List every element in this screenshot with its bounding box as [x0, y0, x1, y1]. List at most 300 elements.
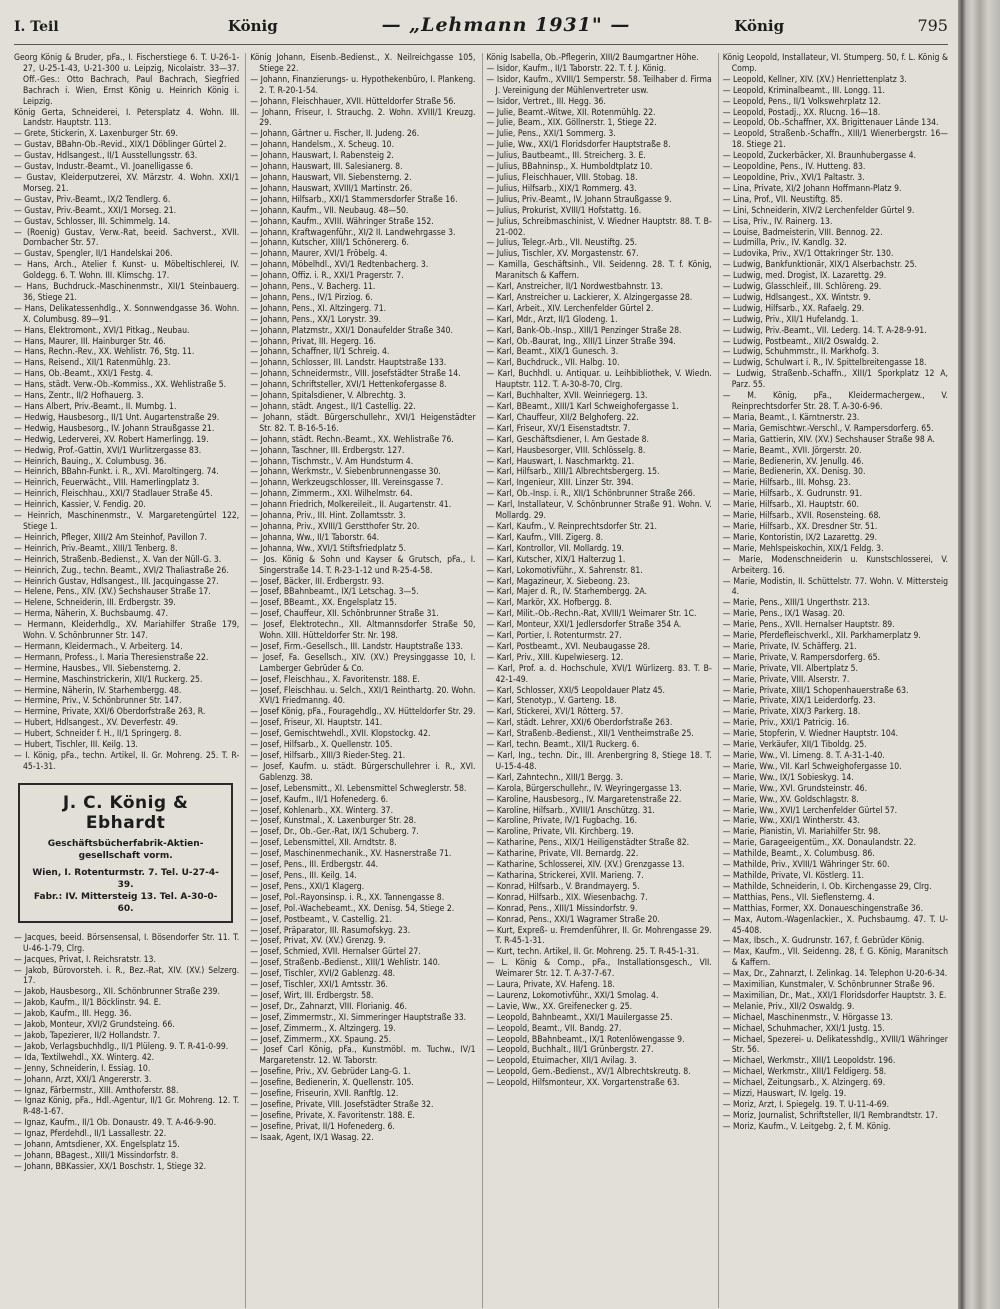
directory-entry: — Ludwig, Glasschleif., III. Schlöreng. 29.	[722, 282, 882, 293]
directory-entry: — Karl, Postbeamt., XVI. Neubaugasse 28.	[486, 641, 651, 652]
directory-entry: — Karl, Kutscher, XIX/1 Halterzug 1.	[486, 554, 626, 565]
directory-entry: — Josef, Firm.-Gesellsch., III. Landstr. Hauptstraße 133.	[250, 641, 463, 652]
directory-entry: — Hermine, Priv., V. Schönbrunner Str. 147.	[14, 696, 182, 707]
directory-entry: — Isidor, Kaufm., II/1 Taborstr. 22. T. f. J. König.	[486, 63, 667, 74]
directory-entry: — Josef, Chauffeur, XII. Schönbrunner Straße 31.	[250, 609, 439, 620]
directory-entry: — Karl, städt. Lehrer, XXI/6 Oberdorfstraße 263.	[486, 718, 673, 729]
directory-entry: — Karl, Ob.-Baurat, Ing., XIII/1 Linzer Straße 394.	[486, 336, 676, 347]
directory-entry: — Karl, Schlosser, XXI/5 Leopoldauer Platz 45.	[486, 685, 666, 696]
directory-entry: — Leopold, Beamt., VII. Bandg. 27.	[486, 1023, 622, 1034]
directory-entry: — Hermine, Hausbes., VII. Siebensterng. 2.	[14, 663, 181, 674]
directory-entry: — Marie, Modenschneiderin u. Kunstschlosserei, V. Arbeiterg. 16.	[722, 554, 948, 576]
directory-entry: — Ignaz, Färbermstr., XIII. Amthoferstr. 88.	[14, 1085, 179, 1096]
directory-entry: — Karl, Ing., techn. Dir., III. Arenbergring 8, Stiege 18. T. U-15-4-48.	[486, 751, 712, 772]
directory-entry: — Karl, Buchhdl. u. Antiquar. u. Leihbibliothek, V. Wiedn. Hauptstr. 112. T. A-30-8-70, Clrg.	[486, 369, 712, 391]
directory-entry: — Josefine, Private, X. Favoritenstr. 188. E.	[250, 1110, 415, 1121]
directory-entry: — Jacques, Privat, I. Reichsratstr. 13.	[14, 954, 156, 965]
directory-entry: — Marie, Ww., XVI. Grundsteinstr. 46.	[722, 783, 868, 794]
directory-entry: — Konrad, Hilfsarb., XIX. Wiesenbachg. 7.	[486, 892, 648, 903]
directory-entry: — Josef, Fleischhau., X. Favoritenstr. 188. E.	[250, 674, 420, 685]
directory-entry: — Hedwig, Hausbesorg., II/1 Unt. Augartenstraße 29.	[14, 412, 220, 423]
directory-entry: — (Roenig) Gustav, Verw.-Rat, beeid. Sachverst., XVII. Dornbacher Str. 57.	[14, 227, 240, 249]
directory-entry: — Leopoldine, Priv., XVI/1 Paltastr. 3.	[722, 172, 865, 183]
directory-entry: — Marie, Private, XIX/3 Parkerg. 18.	[722, 707, 861, 718]
directory-entry: — Johanna, Priv., III. Hint. Zollamtsstr. 3.	[250, 511, 406, 522]
directory-entry: — Hans, Reisend., XII/1 Ratenmühlg. 23.	[14, 358, 171, 369]
directory-entry: — Jakob, Kaufm., II/1 Böcklinstr. 94. E.	[14, 998, 162, 1009]
directory-entry: — Hans, Maurer, III. Hainburger Str. 46.	[14, 336, 166, 347]
directory-entry: — Mathilde, Beamt., X. Columbusg. 86.	[722, 849, 875, 860]
directory-entry: — Josef, Wirt, III. Erdbergstr. 58.	[250, 990, 374, 1001]
ad-company-name: J. C. König & Ebhardt	[62, 792, 189, 833]
directory-entry: — Johann, Spitalsdiener, V. Albrechtg. 3.	[250, 391, 406, 402]
directory-entry: — Katharine, Pens., XIX/1 Heiligenstädter Straße 82.	[486, 838, 690, 849]
directory-entry: — Marie, Private, VII. Albertplatz 5.	[722, 663, 858, 674]
directory-entry: — Karl, Milit.-Ob.-Rechn.-Rat, XVIII/1 Weimarer Str. 1C.	[486, 609, 697, 620]
directory-entry: — Jakob, Monteur, XVI/2 Grundsteing. 66.	[14, 1020, 175, 1031]
directory-entry: — Helene, Pens., XIV. (XV.) Sechshauser Straße 17.	[14, 587, 211, 598]
directory-entry: — Johann, Maurer, XVI/1 Fröbelg. 4.	[250, 249, 388, 260]
directory-entry: — Josef, Tischler, XVI/2 Gablenzg. 48.	[250, 969, 396, 980]
directory-entry: — Jakob, Tapezierer, II/2 Hollandstr. 7.	[14, 1030, 161, 1041]
directory-entry: — Johann, Platzmstr., XXI/1 Donaufelder Straße 340.	[250, 325, 453, 336]
directory-entry: — Julius, Fleischhauer, VIII. Stobag. 18.	[486, 172, 638, 183]
directory-entry: — Louise, Badmeisterin, VIII. Bennog. 22.	[722, 227, 883, 238]
directory-entry: — Johann, Werkmstr., V. Siebenbrunnengasse 30.	[250, 467, 441, 478]
directory-entry: — Karoline, Private, IV/1 Fugbachg. 16.	[486, 816, 638, 827]
directory-entry: — Isidor, Kaufm., XVIII/1 Semperstr. 58. Teilhaber d. Firma J. Vereinigung der Mühlenvertreter usw.	[486, 74, 712, 96]
directory-entry: — Ludwig, Bankfunktionär, XIX/1 Alserbachstr. 25.	[722, 260, 917, 271]
directory-entry: — Marie, Hilfsarb., XVII. Rosensteing. 68.	[722, 511, 881, 522]
directory-entry: — Gustav, Spengler, II/1 Handelskai 206.	[14, 249, 173, 260]
directory-entry: — Josef, Hilfsarb., X. Quellenstr. 105.	[250, 740, 393, 751]
directory-entry: — Leopold, Straßenb.-Schaffn., XIII/1 Wienerbergstr. 16—18. Stiege 21.	[722, 129, 948, 151]
directory-entry: — Josef, Pens., XXI/1 Klagerg.	[250, 881, 365, 892]
directory-entry: — Leopold, Ob.-Schaffner, XX. Brigittenauer Lände 134.	[722, 118, 939, 129]
directory-entry: König Gerta, Schneiderei, I. Petersplatz 4. Wohn. III. Landstr. Hauptstr. 113.	[14, 107, 240, 129]
directory-entry: — Marie, Hilfsarb., XX. Dresdner Str. 51.	[722, 521, 878, 532]
directory-entry: — Karl, Stickerei, XVI/1 Rötterg. 57.	[486, 707, 624, 718]
directory-entry: — Marie, Private, VIII. Alserstr. 7.	[722, 674, 850, 685]
directory-entry: — Laurenz, Lokomotivführ., XXI/1 Smolag. 4.	[486, 990, 659, 1001]
directory-entry: — Josef, Fleischhau. u. Selch., XXI/1 Reinthartg. 20. Wohn. XVI/1 Friedmanng. 40.	[250, 685, 476, 707]
directory-entry: — Ida, Textilwehdl., XX. Winterg. 42.	[14, 1052, 155, 1063]
directory-entry: — Marie, Ww., XV. Goldschlagstr. 8.	[722, 794, 859, 805]
directory-entry: — Josefine, Privat, II/1 Hofenederg. 6.	[250, 1121, 395, 1132]
directory-entry: — Katharine, Schlosserei, XIV. (XV.) Grenzgasse 13.	[486, 860, 685, 871]
directory-entry: — Heinrich, Feuerwächt., VIII. Hamerlingplatz 3.	[14, 478, 200, 489]
directory-entry: — Josefine, Bedienerin, X. Quellenstr. 105.	[250, 1078, 414, 1089]
directory-entry: — Josef, Bäcker, III. Erdbergstr. 93.	[250, 576, 384, 587]
directory-entry: — Maria, Beamt., I. Kärntnerstr. 23.	[722, 412, 860, 423]
page-number: 795	[917, 16, 948, 35]
directory-entry: — Karl, Ingenieur, XIII. Linzer Str. 394.	[486, 478, 634, 489]
directory-entry: — Josef, Kohlenarb., XX. Winterg. 37.	[250, 805, 394, 816]
directory-entry: — Johann, städt. Bürgerschullehr., XVI/1 Heigenstädter Str. 82. T. B-16-5-16.	[250, 412, 476, 434]
directory-entry: — Johann, städt. Angest., II/1 Castellig. 22.	[250, 402, 416, 412]
directory-entry: — Moriz, Kaufm., V. Leitgebg. 2, f. M. König.	[722, 1121, 891, 1132]
directory-entry: — Hans, Buchdruck.-Maschinenmstr., XII/1 Steinbauerg. 36, Stiege 21.	[14, 282, 240, 303]
directory-entry: — Ludwig, Postbeamt., XII/2 Oswaldg. 2.	[722, 336, 879, 347]
directory-entry: — Johann, Schlosser, III. Landstr. Hauptstraße 133.	[250, 358, 447, 369]
directory-entry: — Michael, Schuhmacher, XXI/1 Justg. 15.	[722, 1023, 885, 1034]
directory-entry: — Helene, Schneiderin, III. Erdbergstr. 39.	[14, 598, 176, 609]
directory-entry: — Karoline, Hausbesorg., IV. Margaretenstraße 22.	[486, 794, 682, 805]
directory-entry: — Johanna, Ww., XVI/1 Stiftsfriedplatz 5.	[250, 543, 407, 554]
directory-entry: — Karl, Hauswart, I. Naschmarktg. 21.	[486, 456, 635, 467]
directory-entry: — Hans, Rechn.-Rev., XX. Wehlistr. 76, Stg. 11.	[14, 347, 195, 358]
directory-entry: — Marie, Hilfsarb., X. Gudrunstr. 91.	[722, 489, 863, 500]
directory-entry: — Max, Kaufm., VII. Seidenng. 28, f. G. König, Maranitsch & Kaffern.	[722, 947, 948, 969]
directory-entry: — Hans, Delikatessenhdlg., X. Sonnwendgasse 36. Wohn. X. Columbusg. 89—91.	[14, 303, 240, 325]
directory-entry: — Lavie, Ww., XX. Greifenecker g. 25.	[486, 1001, 633, 1012]
directory-entry: — Johann, Pens., XX/1 Lorystr. 39.	[250, 314, 382, 325]
directory-entry: — Johann, BBKassier, XX/1 Boschstr. 1, Stiege 32.	[14, 1161, 207, 1172]
directory-entry: — Marie, Ww., VII. Karl Schweighofergasse 10.	[722, 761, 902, 772]
directory-entry: — Leopold, Hilfsmonteur, XX. Vorgartenstraße 63.	[486, 1078, 680, 1089]
directory-entry: — Johann, BBagest., XIII/1 Missindorfstr. 8.	[14, 1150, 179, 1161]
directory-entry: — Johann, Offiz. i. R., XXI/1 Pragerstr. 7.	[250, 271, 404, 282]
directory-entry: — Johann, Hauswart, I. Rabensteig 2.	[250, 151, 394, 162]
directory-entry: — Michael, Maschinenmstr., V. Hörgasse 13.	[722, 1012, 893, 1023]
directory-entry: — Jakob, Hausbesorg., XII. Schönbrunner Straße 239.	[14, 987, 220, 998]
directory-entry: — Julie, Ww., XXI/1 Floridsdorfer Hauptstraße 8.	[486, 140, 671, 151]
directory-entry: — Jakob, Verlagsbuchhdlg., II/1 Plüleng. 9. T. R-41-0-99.	[14, 1041, 229, 1052]
directory-entry: — Marie, Modistin, II. Schüttelstr. 77. Wohn. V. Mittersteig 4.	[722, 576, 948, 598]
directory-entry: — Marie, Ww., XVI/1 Lerchenfelder Gürtel 57.	[722, 805, 898, 816]
directory-entry: — Mathilde, Priv., XVIII/1 Währinger Str. 60.	[722, 860, 890, 871]
directory-entry: — Josef, Kaufm. u. städt. Bürgerschullehrer i. R., XVI. Gablenzg. 38.	[250, 761, 476, 783]
directory-entry: — Konrad, Pens., XIII/1 Missindorfstr. 9.	[486, 903, 638, 914]
directory-entry: — Josef, BBahnbeamt., IX/1 Letschag. 3—5.	[250, 587, 419, 598]
directory-entry: — Johann, Arzt, XXI/1 Angererstr. 3.	[14, 1074, 152, 1085]
directory-entry: — Hedwig, Prof.-Gattin, XVI/1 Wurlitzergasse 83.	[14, 445, 202, 456]
directory-entry: — Karl, Stenotyp., V. Garteng. 18.	[486, 696, 617, 707]
directory-entry: — Johann, Tischmstr., V. Am Hundsturm 4.	[250, 456, 414, 467]
directory-entry: — Katharina, Strickerei, XVII. Marieng. 7.	[486, 870, 644, 881]
directory-entry: — Karl, Kaufm., VIII. Zigerg. 8.	[486, 532, 604, 543]
book-page-edge	[958, 0, 1000, 1309]
directory-entry: — Hans Albert, Priv.-Beamt., II. Mumbg. 1.	[14, 402, 177, 412]
directory-entry: — Karl, BBeamt., XIII/1 Karl Schweighofergasse 1.	[486, 402, 679, 412]
directory-entry: — Heinrich, Pfleger, XIII/2 Am Steinhof, Pavillon 7.	[14, 532, 208, 543]
directory-entry: — Marie, Kontoristin, IX/2 Lazarettg. 29.	[722, 532, 878, 543]
directory-entry: — Karl, Hilfsarb., XIII/1 Albrechtsbergerg. 15.	[486, 467, 660, 478]
directory-entry: — Hermann, Kleidermach., V. Arbeiterg. 14.	[14, 641, 183, 652]
directory-entry: — Moriz, Arzt, I. Spiegelg. 19. T. U-11-4-69.	[722, 1100, 890, 1110]
directory-entry: König Johann, Eisenb.-Bedienst., X. Neilreichgasse 105, Stiege 22.	[250, 53, 476, 74]
directory-entry: — Herma, Näherin, X. Buchsbaumg. 47.	[14, 609, 169, 620]
directory-entry: — Laura, Private, XV. Hafeng. 18.	[486, 980, 615, 991]
directory-entry: — Leopoldine, Pens., IV. Hutteng. 83.	[722, 162, 866, 173]
directory-entry: — Marie, Ww., VI. Limeng. 8. T. A-31-1-40.	[722, 751, 885, 761]
directory-entry: — Maximilian, Dr., Mat., XXI/1 Floridsdorfer Hauptstr. 3. E.	[722, 990, 947, 1001]
directory-entry: — Johann, Finanzierungs- u. Hypothekenbüro, I. Plankeng. 2. T. R-20-1-54.	[250, 74, 476, 96]
directory-entry: — Jos. König & Sohn und Kayser & Grutsch, pFa., I. Singerstraße 14. T. R-23-1-12 und R-25-4-58.	[250, 554, 476, 576]
directory-entry: — Johann, Taschner, III. Erdbergstr. 127.	[250, 445, 405, 456]
directory-entry: — Hedwig, Lederverei, XV. Robert Hamerlingg. 19.	[14, 434, 209, 445]
directory-entry: — Leopold, Etuimacher, XII/1 Avilag. 3.	[486, 1056, 637, 1067]
directory-entry: — Josefine, Friseurin, XVII. Ranftlg. 12.	[250, 1089, 399, 1100]
directory-entry: — Leopold, Bahnbeamt., XXI/1 Mauilergasse 25.	[486, 1012, 673, 1023]
directory-entry: — Johann, Zimmerm., XXI. Wilhelmstr. 64.	[250, 489, 413, 500]
directory-entry: — Leopold, Pens., II/1 Volkswehrplatz 12.	[722, 96, 881, 107]
directory-entry: — Heinrich Gustav, Hdlsangest., III. Jacquingasse 27.	[14, 576, 219, 587]
directory-entry: — Karl, Kaufm., V. Reinprechtsdorfer Str. 21.	[486, 521, 657, 532]
directory-entry: — Jakob, Kaufm., III. Hegg. 36.	[14, 1009, 132, 1020]
directory-entry: — Kamilla, Geschäftsinh., VII. Seidenng. 28. T. f. König, Maranitsch & Kaffern.	[486, 260, 712, 282]
directory-entry: — Marie, Bedienerin, XV. Jenullg. 46.	[722, 456, 864, 467]
directory-entry: — Josefine, Private, VIII. Josefstädter Straße 32.	[250, 1100, 434, 1110]
directory-entry: König Isabella, Ob.-Pflegerin, XIII/2 Baumgartner Höhe.	[486, 53, 699, 63]
publication-title: — „Lehmann 1931" —	[381, 14, 631, 36]
directory-entry: — Karl, Magazineur, X. Siebeong. 23.	[486, 576, 630, 587]
advertisement-box	[18, 783, 233, 923]
directory-entry: — Hans, Ob.-Beamt., XXI/1 Festg. 4.	[14, 369, 154, 380]
directory-entry: — Johann, Kutscher, XIII/1 Schönererg. 6.	[250, 238, 409, 249]
directory-entry: — Hans, städt. Verw.-Ob.-Kommiss., XX. Wehlistraße 5.	[14, 380, 227, 391]
directory-entry: — Josef, Kunstmal., X. Laxenburger Str. 28.	[250, 816, 417, 827]
left-guide-word: König	[227, 17, 278, 35]
directory-entry: — Marie, Pens., XVII. Hernalser Hauptstr. 89.	[722, 620, 895, 631]
directory-entry: — Lisa, Priv., IV. Rainerg. 13.	[722, 216, 833, 227]
directory-entry: — Karl, Buchdruck., VII. Halbg. 10.	[486, 358, 620, 369]
directory-entry: — Julius, Priv.-Beamt., IV. Johann Straußgasse 9.	[486, 194, 672, 205]
directory-entry: Georg König & Bruder, pFa., I. Fischerstiege 6. T. U-26-1-27, U-25-1-43, U-21-300 u. Leipzig, Nicolaistr. 33—37. Off.-Ges.: Otto Bachrach, Paul Bachrach, Siegfried Bachrach i. Wien, Ernst König u. Heinrich König i. Leipzig.	[14, 53, 240, 107]
directory-entry: — Matthias, Former, XX. Donaueschingenstraße 36.	[722, 903, 924, 914]
directory-entry: — Lina, Prof., VII. Neustiftg. 85.	[722, 194, 843, 205]
directory-entry: — Karl, techn. Beamt., XII/1 Ruckerg. 6.	[486, 740, 640, 751]
directory-entry: — Katharine, Private, VII. Bernardg. 22.	[486, 849, 639, 860]
directory-entry: — Johann, Pens., V. Bacherg. 11.	[250, 282, 376, 293]
directory-entry: — Karl, Anstreicher u. Lackierer, X. Alzingergasse 28.	[486, 292, 693, 303]
directory-entry: — Karl, Beamt., XIX/1 Gunesch. 3.	[486, 347, 619, 358]
directory-entry: — Mizzi, Hauswart, IV. Igelg. 19.	[722, 1089, 847, 1100]
directory-entry: — Julius, Telegr.-Arb., VII. Neustiftg. 25.	[486, 238, 638, 249]
directory-entry: — Johann, Pens., XI. Altzingerg. 71.	[250, 303, 387, 314]
directory-entry: — Gustav, Industr.-Beamt., VI. Joanelligasse 6.	[14, 162, 194, 173]
directory-entry: — Karl, Zahntechn., XIII/1 Bergg. 3.	[486, 772, 623, 783]
directory-entry: — Johann, Pens., IV/1 Pirziog. 6.	[250, 292, 373, 303]
directory-entry: — Ludovika, Priv., XV/1 Ottakringer Str. 130.	[722, 249, 894, 260]
directory-entry: — Karl, Bank-Ob.-Insp., XIII/1 Penzinger Straße 28.	[486, 325, 682, 336]
directory-entry: — Karl, Ob.-Insp. i. R., XII/1 Schönbrunner Straße 266.	[486, 489, 696, 500]
directory-entry: — Josef, Dr., Ob.-Ger.-Rat, IX/1 Schuberg. 7.	[250, 827, 419, 838]
directory-entry: — Mathilde, Private, VI. Köstlerg. 11.	[722, 870, 864, 881]
directory-entry: — Josef, Lebensmittel, XII. Arndtstr. 8.	[250, 838, 397, 849]
directory-entry: — Johann, Handelsm., X. Scheug. 10.	[250, 140, 395, 151]
directory-entry: — Hans, Elektromont., XVI/1 Pitkag., Neubau.	[14, 325, 190, 336]
directory-entry: — Josef, Straßenb.-Bedienst., XIII/1 Wehlistr. 140.	[250, 958, 441, 969]
directory-entry: — Hans, Arch., Atelier f. Kunst- u. Möbeltischlerei, IV. Goldegg. 6. T. Wohn. III. Klimschg. 17.	[14, 260, 240, 282]
directory-entry: — Josef, Tischler, XXI/1 Amtsstr. 36.	[250, 980, 389, 991]
directory-entry: — Gustav, Hdlsangest., II/1 Ausstellungsstr. 63.	[14, 151, 198, 162]
directory-entry: — Moriz, Journalist, Schriftsteller, II/1 Rembrandtstr. 17.	[722, 1110, 938, 1121]
directory-entry: — Johann, Hauswart, VII. Siebensterng. 2.	[250, 172, 412, 183]
directory-entry: — Karl, Straßenb.-Bedienst., XII/1 Ventheimstraße 25.	[486, 729, 694, 740]
ad-address-1: Wien, I. Rotenturmstr. 7. Tel. U-27-4-39.	[32, 867, 219, 890]
section-label: I. Teil	[14, 19, 59, 35]
directory-entry: — Hans, Zentr., II/2 Hofhauerg. 3.	[14, 391, 144, 402]
directory-entry: — Hermann, Profess., I. Maria Theresienstraße 22.	[14, 652, 209, 663]
directory-entry: — Lina, Private, XI/2 Johann Hoffmann-Platz 9.	[722, 183, 902, 194]
column-3	[482, 53, 712, 1308]
directory-entry: — Michael, Werkmstr., XIII/1 Leopoldstr. 196.	[722, 1056, 896, 1067]
directory-entry: — M. König, pFa., Kleidermachergew., V. Reinprechtsdorfer Str. 28. T. A-30-6-96.	[722, 391, 948, 412]
directory-entry: — Johann, Kaufm., VII. Neubaug. 48—50.	[250, 205, 409, 216]
directory-entry: — Gustav, Schlosser, III. Schimmelg. 14.	[14, 216, 171, 227]
directory-entry: — Johann, Amtsdiener, XX. Engelsplatz 15.	[14, 1140, 180, 1151]
directory-entry: — Josef Carl König, pFa., Kunstmöbl. m. Tuchw., IV/1 Margaretenstr. 12. W. Taborstr.	[250, 1045, 476, 1067]
directory-entry: — Hedwig, Hausbesorg., IV. Johann Straußgasse 21.	[14, 423, 215, 434]
directory-entry: — Hermine, Näherin, IV. Starhembergg. 48.	[14, 685, 182, 696]
directory-entry: — Max, Dr., Zahnarzt, I. Zelinkag. 14. Telephon U-20-6-34.	[722, 969, 948, 980]
directory-entry: — Heinrich, BBahn-Funkt. i. R., XVI. Maroltingerg. 74.	[14, 467, 219, 478]
directory-entry: — Konrad, Pens., XXI/1 Wagramer Straße 20.	[486, 914, 660, 925]
directory-entry: — Julie, Pens., XXI/1 Sommerg. 3.	[486, 129, 616, 140]
directory-entry: — Josef König, pFa., Fouragehdlg., XV. Hütteldorfer Str. 29.	[250, 707, 476, 718]
directory-entry: — I. König, pFa., techn. Artikel, II. Gr. Mohreng. 25. T. R-45-1-31.	[14, 751, 240, 772]
directory-entry: — Karl, Kontrollor, VII. Mollardg. 19.	[486, 543, 624, 554]
directory-entry: — Heinrich, Zug., techn. Beamt., XVI/2 Thaliastraße 26.	[14, 565, 229, 576]
directory-entry: König Leopold, Installateur, VI. Stumperg. 50, f. L. König & Comp.	[722, 53, 948, 74]
directory-entry: — Ignaz König, pFa., Hdl.-Agentur, II/1 Gr. Mohreng. 12. T. R-48-1-67.	[14, 1096, 240, 1118]
directory-entry: — Johanna, Ww., II/1 Taborstr. 64.	[250, 532, 380, 543]
directory-entry: — Johann, Hauswart, III. Salesianerg. 8.	[250, 162, 403, 173]
directory-entry: — Julius, Hilfsarb., XIX/1 Rommerg. 43.	[486, 183, 637, 194]
directory-entry: — Karl, Prof. a. d. Hochschule, XVI/1 Würlizerg. 83. T. B-42-1-49.	[486, 663, 712, 685]
directory-entry: — Josef, Schmied, XVII. Hernalser Gürtel 27.	[250, 947, 421, 958]
directory-entry: — Ludwig, med. Drogist, IX. Lazarettg. 29.	[722, 271, 887, 282]
directory-entry: — Ludmilla, Priv., IV. Kandlg. 32.	[722, 238, 847, 249]
directory-entry: — Johann, Privat, III. Hegerg. 16.	[250, 336, 377, 347]
directory-entry: — Marie, Ww., IX/1 Sobieskyg. 14.	[722, 772, 854, 783]
directory-entry: — Julius, Bautbeamt., III. Streicherg. 3. E.	[486, 151, 646, 162]
directory-entry: — Josef, Postbeamt., V. Castellig. 21.	[250, 914, 392, 925]
directory-entry: — Maria, Gattierin, XIV. (XV.) Sechshauser Straße 98 A.	[722, 434, 935, 445]
ad-line-1: Geschäftsbücherfabrik-Aktien-	[47, 838, 204, 849]
directory-entry: — Karl, Majer d. R., IV. Starhembergg. 2A.	[486, 587, 647, 598]
column-2	[245, 53, 475, 1308]
directory-entry: — Heinrich, Priv.-Beamt., XIII/1 Tenberg. 8.	[14, 543, 178, 554]
directory-entry: — Hubert, Schneider f. H., II/1 Springerg. 8.	[14, 729, 182, 740]
directory-entry: — Karoline, Hilfsarb., XVIII/1 Anschützg. 31.	[486, 805, 655, 816]
directory-entry: — Isidor, Vertret., III. Hegg. 36.	[486, 96, 606, 107]
directory-entry: — Josef, Zimmermstr., XI. Simmeringer Hauptstraße 33.	[250, 1012, 467, 1023]
ad-line-2: gesellschaft vorm.	[78, 850, 173, 861]
directory-entry: — Julius, Tischler, XV. Morgastenstr. 67.	[486, 249, 639, 260]
directory-entry: — Marie, Private, V. Rampersdorferg. 65.	[722, 652, 881, 663]
directory-entry: — Julie, Beam., XIX. Göllnerstr. 1, Stiege 22.	[486, 118, 657, 129]
directory-entry: — Karl, Priv., XIII. Kupelwieserg. 12.	[486, 652, 624, 663]
directory-entry: — Josef, Gemischtwehdl., XVII. Klopstockg. 42.	[250, 729, 431, 740]
directory-entry: — Josef, Präparator, III. Rasumofskyg. 23.	[250, 925, 411, 936]
directory-entry: — Heinrich, Fleischhau., XXI/7 Stadlauer Straße 45.	[14, 489, 213, 500]
directory-entry: — Ludwig, Straßenb.-Schaffn., XIII/1 Sporkplatz 12 A, Parz. 55.	[722, 369, 948, 391]
directory-entry: — Ludwig, Priv.-Beamt., VII. Lederg. 14. T. A-28-9-91.	[722, 325, 927, 336]
directory-entry: — Johann, Schriftsteller, XVI/1 Hettenkofergasse 8.	[250, 380, 447, 391]
directory-entry: — Johann, Hauswart, XVIII/1 Martinstr. 26.	[250, 183, 413, 194]
directory-entry: — Hermann, Kleiderhdlg., XV. Mariahilfer Straße 179, Wohn. V. Schönbrunner Str. 147.	[14, 620, 240, 642]
directory-entry: — Marie, Private, IV. Schäfferg. 21.	[722, 641, 857, 652]
directory-entry: — Marie, Private, XIX/1 Leiderdorfg. 23.	[722, 696, 876, 707]
directory-entry: — Johann, Möbelhdl., XVI/1 Redtenbacherg. 3.	[250, 260, 429, 271]
directory-entry: — Leopold, BBahnbeamt., IX/1 Rotenlöwengasse 9.	[486, 1034, 685, 1045]
directory-entry: — Ludwig, Schuhmmstr., II. Markhofg. 3.	[722, 347, 880, 358]
directory-entry: — Karl, Buchhalter, XVII. Weinriegerg. 13.	[486, 391, 648, 402]
directory-entry: — Gustav, Priv.-Beamt., XXI/1 Morseg. 21.	[14, 205, 177, 216]
directory-entry: — Josef, Hilfsarb., XIII/3 Rieder-Steg. 21.	[250, 751, 406, 761]
directory-entry: — Isaak, Agent, IX/1 Wasag. 22.	[250, 1132, 374, 1143]
column-1	[14, 53, 239, 1308]
directory-entry: — Jakob, Bürovorsteh. i. R., Bez.-Rat, XIV. (XV.) Selzerg. 17.	[14, 965, 240, 987]
directory-entry: — Karl, Geschäftsdiener, I. Am Gestade 8.	[486, 434, 649, 445]
directory-entry: — Heinrich, Straßenb.-Bedienst., X. Van der Nüll-G. 3.	[14, 554, 222, 565]
directory-entry: — Karl, Markör, XX. Hofbergg. 8.	[486, 598, 612, 609]
directory-entry: — Leopold, Kriminalbeamt., III. Longg. 11.	[722, 85, 885, 96]
directory-entry: — Julie, Beamt.-Witwe, XII. Rotenmühlg. 22.	[486, 107, 656, 118]
directory-entry: — Karl, Mdr., Arzt, II/1 Glodeng. 1.	[486, 314, 618, 325]
ad-address-2: Fabr.: IV. Mittersteig 13. Tel. A-30-0-60.	[33, 891, 218, 914]
directory-entry: — Kurt, Expreß- u. Fremdenführer, II. Gr. Mohrengasse 29. T. R-45-1-31.	[486, 925, 712, 947]
directory-entry: — Johann, Schneidermstr., VIII. Josefstädter Straße 14.	[250, 369, 461, 380]
directory-entry: — Johann, Gärtner u. Fischer, II. Judeng. 26.	[250, 129, 420, 140]
directory-entry: — Karoline, Private, VII. Kirchberg. 19.	[486, 827, 634, 838]
directory-entry: — Marie, Pferdefleischverkl., XII. Parkhamerplatz 9.	[722, 631, 921, 642]
directory-entry: — Josef, Pol.-Rayonsinsp. i. R., XX. Tannengasse 8.	[250, 892, 445, 903]
directory-entry: — Josef, Pol.-Wachebeamt., XX. Denisg. 54, Stiege 2.	[250, 903, 455, 914]
directory-entry: — Hubert, Hdlsangest., XV. Deverfestr. 49.	[14, 718, 179, 729]
directory-entry: — Johann, Fleischhauer, XVII. Hütteldorfer Straße 56.	[250, 96, 456, 107]
directory-entry: — Josef, Pens., III. Erdbergstr. 44.	[250, 860, 379, 871]
directory-entry: — Leopold, Gem.-Bedienst., XV/1 Albrechtskreutg. 8.	[486, 1067, 691, 1078]
directory-entry: — Maximilian, Kunstmaler, V. Schönbrunner Straße 96.	[722, 980, 935, 991]
directory-entry: — Jacques, beeid. Börsensensal, I. Bösendorfer Str. 11. T. U-46-1-79, Clrg.	[14, 932, 240, 954]
directory-entry: — Marie, Ww., XXI/1 Wintherstr. 43.	[722, 816, 860, 827]
directory-entry: — Marie, Hilfsarb., XI. Hauptstr. 60.	[722, 500, 859, 511]
directory-entry: — Marie, Beamt., XVII. Jörgerstr. 20.	[722, 445, 862, 456]
directory-entry: — Josef, Friseur, XI. Hauptstr. 141.	[250, 718, 383, 729]
directory-entry: — Josef, Pens., III. Keilg. 14.	[250, 870, 357, 881]
directory-entry: — Leopold, Postadj., XX. Rlucng. 16—18.	[722, 107, 881, 118]
directory-entry: — Ludwig, Priv., XII/1 Hufelandg. 1.	[722, 314, 859, 325]
directory-entry: — Marie, Stopferin, V. Wiedner Hauptstr. 104.	[722, 729, 899, 740]
directory-entry: — Hermine, Maschinstrickerin, XII/1 Ruckerg. 25.	[14, 674, 203, 685]
directory-entry: — Hermine, Private, XXI/6 Oberdorfstraße 263, R.	[14, 707, 206, 718]
directory-entry: — Johanna, Priv., XVIII/1 Gerstthofer Str. 20.	[250, 521, 420, 532]
directory-entry: — Johann, Werkzeugschlosser, III. Vereinsgasse 7.	[250, 478, 444, 489]
directory-entry: — Josef, Dr., Zahnarzt, VIII. Florianig. 46.	[250, 1001, 407, 1012]
directory-entry: — Karl, Anstreicher, II/1 Nordwestbahnstr. 13.	[486, 282, 663, 293]
directory-entry: — Josef, Maschinenmechanik., XV. Hasnerstraße 71.	[250, 849, 452, 860]
page-header	[14, 14, 948, 45]
directory-entry: — Marie, Hilfsarb., III. Mohsg. 23.	[722, 478, 851, 489]
directory-entry: — Ignaz, Pferdehdl., II/1 Lassallestr. 22.	[14, 1129, 167, 1140]
directory-entry: — Hubert, Tischler, III. Keilg. 13.	[14, 740, 139, 751]
directory-entry: — Michael, Spezerei- u. Delikatesshdlg., XVIII/1 Währinger Str. 56.	[722, 1034, 948, 1056]
directory-entry: — Konrad, Hilfsarb., V. Brandmayerg. 5.	[486, 881, 640, 892]
directory-entry: — Kurt, techn. Artikel, II. Gr. Mohreng. 25. T. R-45-1-31.	[486, 947, 700, 958]
directory-entry: — Josef, Lebensmitt., XI. Lebensmittel Schweglerstr. 58.	[250, 783, 467, 794]
directory-entry: — Marie, Verkäufer, XII/1 Tiboldg. 25.	[722, 740, 867, 751]
directory-entry: — Max, Ibsch., X. Gudrunstr. 167, f. Gebrüder König.	[722, 936, 925, 947]
directory-entry: — L. König & Comp., pFa., Installationsgesch., VII. Weimarer Str. 12. T. A-37-7-67.	[486, 958, 712, 980]
column-1-top-entries	[14, 53, 239, 773]
directory-entry: — Gustav, BBahn-Ob.-Revid., XIX/1 Döblinger Gürtel 2.	[14, 140, 227, 151]
right-guide-word: König	[734, 17, 785, 35]
directory-entry: — Marie, Pianistin, VI. Mariahilfer Str. 98.	[722, 827, 881, 838]
directory-entry: — Johann, Kaufm., XVIII. Währinger Straße 152.	[250, 216, 434, 227]
